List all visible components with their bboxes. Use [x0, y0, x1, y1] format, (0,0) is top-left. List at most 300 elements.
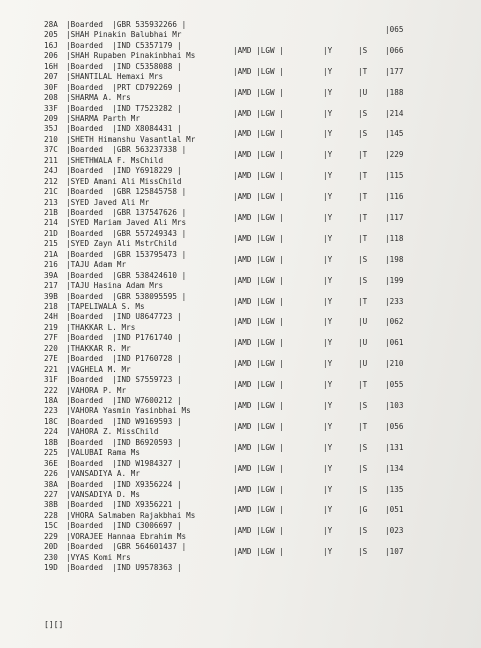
origin-airport: |AMD |LGW |	[233, 213, 284, 223]
boarding-status: Boarded	[70, 270, 113, 280]
cabin-flag: |Y	[323, 66, 333, 76]
origin-airport: |AMD |LGW |	[233, 401, 284, 411]
table-row	[44, 62, 444, 83]
boarding-status: Boarded	[70, 437, 113, 447]
origin-airport: |AMD |LGW |	[233, 192, 284, 202]
booking-class: |T	[358, 296, 368, 306]
passenger-name: SHARMA Parth Mr	[70, 114, 140, 123]
name-line: 222 |VAHORA P. Mr	[44, 385, 127, 395]
sequence-number: |210	[385, 359, 404, 369]
name-line: 216 |TAJU Adam Mr	[44, 260, 127, 270]
booking-class: |U	[358, 359, 368, 369]
seat-number: 15C	[44, 521, 58, 531]
seat-number: 31F	[44, 375, 58, 385]
table-row	[44, 563, 444, 584]
seat-line: 39A |Boarded |GBR 538424610 |	[44, 270, 187, 280]
origin-airport: |AMD |LGW |	[233, 129, 284, 139]
passenger-name: VALUBAI Rama Ms	[70, 448, 140, 458]
table-row	[44, 375, 444, 396]
name-line: 212 |SYED Amani Ali MissChild	[44, 176, 182, 186]
name-line: 228 |VHORA Salmaben Rajakbhai Ms	[44, 510, 196, 520]
travel-document: IND T7523282 |	[116, 103, 182, 113]
table-row	[44, 208, 444, 229]
seat-number: 38B	[44, 500, 58, 510]
table-row	[44, 396, 444, 417]
passenger-index: 214	[44, 218, 58, 228]
passenger-name: VANSADIYA D. Ms	[70, 490, 140, 500]
origin-airport: |AMD |LGW |	[233, 421, 284, 431]
travel-document: IND U8647723 |	[116, 312, 182, 322]
booking-class: |T	[358, 66, 368, 76]
cabin-flag: |Y	[323, 171, 333, 181]
seat-number: 36E	[44, 458, 58, 468]
booking-class: |S	[358, 108, 368, 118]
name-line: 221 |VAGHELA M. Mr	[44, 364, 131, 374]
seat-line: 21D |Boarded |GBR 557249343 |	[44, 228, 187, 238]
seat-line: 20D |Boarded |GBR 564601437 |	[44, 542, 187, 552]
cabin-flag: |Y	[323, 275, 333, 285]
origin-airport: |AMD |LGW |	[233, 108, 284, 118]
booking-class: |S	[358, 547, 368, 557]
boarding-status: Boarded	[70, 458, 113, 468]
travel-document: IND C5358088 |	[116, 61, 182, 71]
passenger-name: SYED Mariam Javed Ali Mrs	[70, 218, 187, 228]
seat-line: 21C |Boarded |GBR 125845758 |	[44, 187, 187, 197]
origin-airport: |AMD |LGW |	[233, 171, 284, 181]
seat-number: 16J	[44, 40, 58, 50]
passenger-name: VYAS Komi Mrs	[70, 552, 131, 562]
booking-class: |S	[358, 401, 368, 411]
boarding-status: Boarded	[70, 40, 113, 50]
origin-airport: |AMD |LGW |	[233, 484, 284, 494]
passenger-index: 207	[44, 72, 58, 82]
passenger-index: 206	[44, 51, 58, 61]
table-row	[44, 166, 444, 187]
passenger-index: 225	[44, 448, 58, 458]
name-line: 218 |TAPELIWALA S. Ms	[44, 302, 145, 312]
sequence-number: |134	[385, 463, 404, 473]
passenger-index: 223	[44, 406, 58, 416]
sequence-number: |023	[385, 526, 404, 536]
sequence-number: |118	[385, 233, 404, 243]
seat-line: 27E |Boarded |IND P1760728 |	[44, 354, 182, 364]
cabin-flag: |Y	[323, 296, 333, 306]
boarding-status: Boarded	[70, 166, 113, 176]
passenger-index: 211	[44, 155, 58, 165]
seat-number: 18C	[44, 416, 58, 426]
seat-number: 21A	[44, 249, 58, 259]
cabin-flag: |Y	[323, 45, 333, 55]
seat-line: 21A |Boarded |GBR 153795473 |	[44, 249, 187, 259]
table-row	[44, 438, 444, 459]
seat-line: 33F |Boarded |IND T7523282 |	[44, 103, 182, 113]
sequence-number: |115	[385, 171, 404, 181]
travel-document: GBR 153795473 |	[116, 249, 187, 259]
passenger-index: 208	[44, 93, 58, 103]
travel-document: IND X8084431 |	[116, 124, 182, 134]
cabin-flag: |Y	[323, 484, 333, 494]
passenger-name: VAHORA Yasmin Yasinbhai Ms	[70, 406, 191, 416]
passenger-name: SHAH Pinakin Balubhai Mr	[70, 30, 182, 40]
travel-document: GBR 563237338 |	[116, 145, 187, 155]
table-row	[44, 521, 444, 542]
table-row	[44, 187, 444, 208]
seat-number: 21B	[44, 208, 58, 218]
boarding-status: Boarded	[70, 20, 113, 29]
boarding-status: Boarded	[70, 375, 113, 385]
booking-class: |S	[358, 526, 368, 536]
travel-document: IND C3006697 |	[116, 521, 182, 531]
origin-airport: |AMD |LGW |	[233, 296, 284, 306]
cabin-flag: |Y	[323, 421, 333, 431]
cabin-flag: |Y	[323, 442, 333, 452]
cabin-flag: |Y	[323, 108, 333, 118]
passenger-index: 226	[44, 469, 58, 479]
cabin-flag: |Y	[323, 233, 333, 243]
table-row	[44, 250, 444, 271]
sequence-number: |107	[385, 547, 404, 557]
seat-number: 27E	[44, 354, 58, 364]
cabin-flag: |Y	[323, 87, 333, 97]
passenger-name: VAHORA P. Mr	[70, 385, 127, 395]
table-row	[44, 292, 444, 313]
seat-number: 18A	[44, 396, 58, 406]
passenger-index: 221	[44, 364, 58, 374]
table-row	[44, 124, 444, 145]
name-line: 206 |SHAH Rupaben Pinakinbhai Ms	[44, 51, 196, 61]
sequence-number: |135	[385, 484, 404, 494]
passenger-name: VHORA Salmaben Rajakbhai Ms	[70, 510, 196, 520]
boarding-status: Boarded	[70, 187, 113, 197]
name-line: 213 |SYED Javed Ali Mr	[44, 197, 150, 207]
boarding-status: Boarded	[70, 333, 113, 343]
travel-document: IND S7559723 |	[116, 375, 182, 385]
name-line: 223 |VAHORA Yasmin Yasinbhai Ms	[44, 406, 191, 416]
seat-number: 39A	[44, 270, 58, 280]
name-line: 225 |VALUBAI Rama Ms	[44, 448, 140, 458]
seat-number: 38A	[44, 479, 58, 489]
travel-document: IND W1984327 |	[116, 458, 182, 468]
table-row	[44, 333, 444, 354]
sequence-number: |188	[385, 87, 404, 97]
table-row	[44, 459, 444, 480]
seat-line: 38A |Boarded |IND X9356224 |	[44, 479, 182, 489]
sequence-number: |062	[385, 317, 404, 327]
travel-document: IND X9356221 |	[116, 500, 182, 510]
name-line: 230 |VYAS Komi Mrs	[44, 552, 131, 562]
passenger-name: SHETH Himanshu Vasantlal Mr	[70, 134, 196, 144]
passenger-index: 219	[44, 322, 58, 332]
passenger-index: 228	[44, 510, 58, 520]
booking-class: |U	[358, 338, 368, 348]
passenger-index: 229	[44, 531, 58, 541]
sequence-number: |051	[385, 505, 404, 515]
origin-airport: |AMD |LGW |	[233, 87, 284, 97]
table-row	[44, 417, 444, 438]
boarding-status: Boarded	[70, 61, 113, 71]
sequence-number: |116	[385, 192, 404, 202]
boarding-status: Boarded	[70, 208, 113, 218]
origin-airport: |AMD |LGW |	[233, 45, 284, 55]
booking-class: |S	[358, 254, 368, 264]
sequence-number: |199	[385, 275, 404, 285]
cabin-flag: |Y	[323, 192, 333, 202]
seat-number: 18B	[44, 437, 58, 447]
seat-line: 18B |Boarded |IND B6920593 |	[44, 437, 182, 447]
seat-line: 36E |Boarded |IND W1984327 |	[44, 458, 182, 468]
passenger-name: SHAH Rupaben Pinakinbhai Ms	[70, 51, 196, 61]
seat-line: 31F |Boarded |IND S7559723 |	[44, 375, 182, 385]
table-row	[44, 500, 444, 521]
passenger-index: 210	[44, 134, 58, 144]
travel-document: IND W7600212 |	[116, 396, 182, 406]
origin-airport: |AMD |LGW |	[233, 338, 284, 348]
boarding-status: Boarded	[70, 145, 113, 155]
sequence-number: |131	[385, 442, 404, 452]
seat-number: 35J	[44, 124, 58, 134]
booking-class: |S	[358, 275, 368, 285]
passenger-index: 222	[44, 385, 58, 395]
sequence-number: |061	[385, 338, 404, 348]
seat-number: 28A	[44, 20, 58, 29]
seat-number: 20D	[44, 542, 58, 552]
seat-line: 30F |Boarded |PRT CD792269 |	[44, 82, 182, 92]
travel-document: GBR 557249343 |	[116, 228, 187, 238]
booking-class: |G	[358, 505, 368, 515]
sequence-number: |055	[385, 380, 404, 390]
passenger-name: VAGHELA M. Mr	[70, 364, 131, 374]
travel-document: PRT CD792269 |	[116, 82, 182, 92]
passenger-name: VANSADIYA A. Mr	[70, 469, 140, 479]
origin-airport: |AMD |LGW |	[233, 359, 284, 369]
origin-airport: |AMD |LGW |	[233, 505, 284, 515]
boarding-status: Boarded	[70, 103, 113, 113]
seat-number: 24H	[44, 312, 58, 322]
boarding-status: Boarded	[70, 521, 113, 531]
passenger-name: TAJU Hasina Adam Mrs	[70, 281, 164, 291]
booking-class: |T	[358, 213, 368, 223]
seat-number: 27F	[44, 333, 58, 343]
table-row	[44, 229, 444, 250]
origin-airport: |AMD |LGW |	[233, 317, 284, 327]
name-line: 215 |SYED Zayn Ali MstrChild	[44, 239, 177, 249]
seat-line: 15C |Boarded |IND C3006697 |	[44, 521, 182, 531]
passenger-name: SYED Zayn Ali MstrChild	[70, 239, 177, 249]
seat-line: 24J |Boarded |IND Y6918229 |	[44, 166, 182, 176]
passenger-name: SHARMA A. Mrs	[70, 93, 131, 103]
travel-document: GBR 137547626 |	[116, 208, 187, 218]
boarding-status: Boarded	[70, 228, 113, 238]
sequence-number: |145	[385, 129, 404, 139]
table-row	[44, 20, 444, 41]
sequence-number: |065	[385, 25, 404, 34]
passenger-index: 220	[44, 343, 58, 353]
passenger-index: 230	[44, 552, 58, 562]
seat-line: 21B |Boarded |GBR 137547626 |	[44, 208, 187, 218]
travel-document: GBR 125845758 |	[116, 187, 187, 197]
booking-class: |T	[358, 233, 368, 243]
passenger-name: VORAJEE Hannaa Ebrahim Ms	[70, 531, 187, 541]
seat-line: 18A |Boarded |IND W7600212 |	[44, 396, 182, 406]
cabin-flag: |Y	[323, 547, 333, 557]
passenger-index: 215	[44, 239, 58, 249]
name-line: 226 |VANSADIYA A. Mr	[44, 469, 140, 479]
travel-document: IND C5357179 |	[116, 40, 182, 50]
name-line: 227 |VANSADIYA D. Ms	[44, 490, 140, 500]
table-row	[44, 83, 444, 104]
travel-document: IND P1760728 |	[116, 354, 182, 364]
seat-line: 18C |Boarded |IND W9169593 |	[44, 416, 182, 426]
cabin-flag: |Y	[323, 150, 333, 160]
passenger-name: SHANTILAL Hemaxi Mrs	[70, 72, 164, 82]
booking-class: |T	[358, 192, 368, 202]
travel-document: IND X9356224 |	[116, 479, 182, 489]
origin-airport: |AMD |LGW |	[233, 233, 284, 243]
travel-document: GBR 538424610 |	[116, 270, 187, 280]
cabin-flag: |Y	[323, 254, 333, 264]
cabin-flag: |Y	[323, 359, 333, 369]
name-line: 210 |SHETH Himanshu Vasantlal Mr	[44, 134, 196, 144]
travel-document: GBR 564601437 |	[116, 542, 187, 552]
passenger-index: 205	[44, 30, 58, 40]
sequence-number: |117	[385, 213, 404, 223]
seat-line: 39B |Boarded |GBR 538095595 |	[44, 291, 187, 301]
passenger-manifest	[44, 20, 444, 584]
passenger-name: THAKKAR R. Mr	[70, 343, 131, 353]
passenger-index: 227	[44, 490, 58, 500]
passenger-index: 209	[44, 114, 58, 123]
booking-class: |S	[358, 129, 368, 139]
sequence-number: |214	[385, 108, 404, 118]
name-line: 217 |TAJU Hasina Adam Mrs	[44, 281, 164, 291]
name-line: 209 |SHARMA Parth Mr	[44, 114, 140, 123]
seat-line: 27F |Boarded |IND P1761740 |	[44, 333, 182, 343]
boarding-status: Boarded	[70, 312, 113, 322]
boarding-status: Boarded	[70, 416, 113, 426]
passenger-index: 212	[44, 176, 58, 186]
passenger-name: THAKKAR L. Mrs	[70, 322, 136, 332]
seat-line: 28A |Boarded |GBR 535932266 |	[44, 20, 187, 29]
seat-line: 19D |Boarded |IND U9578363 |	[44, 563, 182, 573]
boarding-status: Boarded	[70, 500, 113, 510]
sequence-number: |177	[385, 66, 404, 76]
name-line: 219 |THAKKAR L. Mrs	[44, 322, 136, 332]
seat-number: 33F	[44, 103, 58, 113]
passenger-index: 213	[44, 197, 58, 207]
seat-line: 37C |Boarded |GBR 563237338 |	[44, 145, 187, 155]
origin-airport: |AMD |LGW |	[233, 150, 284, 160]
travel-document: GBR 538095595 |	[116, 291, 187, 301]
seat-number: 21D	[44, 228, 58, 238]
travel-document: GBR 535932266 |	[116, 20, 187, 29]
booking-class: |U	[358, 87, 368, 97]
table-row	[44, 480, 444, 501]
boarding-status: Boarded	[70, 124, 113, 134]
seat-number: 24J	[44, 166, 58, 176]
name-line: 214 |SYED Mariam Javed Ali Mrs	[44, 218, 187, 228]
origin-airport: |AMD |LGW |	[233, 463, 284, 473]
sequence-number: |056	[385, 421, 404, 431]
booking-class: |U	[358, 317, 368, 327]
name-line: 224 |VAHORA Z. MissChild	[44, 427, 159, 437]
table-row	[44, 145, 444, 166]
origin-airport: |AMD |LGW |	[233, 442, 284, 452]
passenger-name: SHETHWALA F. MsChild	[70, 155, 164, 165]
sequence-number: |103	[385, 401, 404, 411]
seat-number: 19D	[44, 563, 58, 573]
booking-class: |T	[358, 150, 368, 160]
origin-airport: |AMD |LGW |	[233, 254, 284, 264]
sequence-number: |198	[385, 254, 404, 264]
passenger-name: SYED Javed Ali Mr	[70, 197, 150, 207]
name-line: 211 |SHETHWALA F. MsChild	[44, 155, 164, 165]
passenger-index: 218	[44, 302, 58, 312]
seat-line: 24H |Boarded |IND U8647723 |	[44, 312, 182, 322]
name-line: 220 |THAKKAR R. Mr	[44, 343, 131, 353]
seat-line: 16H |Boarded |IND C5358088 |	[44, 61, 182, 71]
travel-document: IND W9169593 |	[116, 416, 182, 426]
travel-document: IND Y6918229 |	[116, 166, 182, 176]
travel-document: IND P1761740 |	[116, 333, 182, 343]
boarding-status: Boarded	[70, 479, 113, 489]
cabin-flag: |Y	[323, 213, 333, 223]
sequence-number: |233	[385, 296, 404, 306]
origin-airport: |AMD |LGW |	[233, 275, 284, 285]
table-row	[44, 41, 444, 62]
booking-class: |T	[358, 421, 368, 431]
name-line: 208 |SHARMA A. Mrs	[44, 93, 131, 103]
seat-line: 38B |Boarded |IND X9356221 |	[44, 500, 182, 510]
origin-airport: |AMD |LGW |	[233, 66, 284, 76]
travel-document: IND U9578363 |	[116, 563, 182, 573]
seat-line: 35J |Boarded |IND X8084431 |	[44, 124, 182, 134]
booking-class: |S	[358, 463, 368, 473]
boarding-status: Boarded	[70, 563, 113, 573]
boarding-status: Boarded	[70, 354, 113, 364]
passenger-index: 217	[44, 281, 58, 291]
cabin-flag: |Y	[323, 401, 333, 411]
name-line: 229 |VORAJEE Hannaa Ebrahim Ms	[44, 531, 187, 541]
passenger-index: 224	[44, 427, 58, 437]
sequence-number: |066	[385, 45, 404, 55]
booking-class: |S	[358, 484, 368, 494]
origin-airport: |AMD |LGW |	[233, 547, 284, 557]
cabin-flag: |Y	[323, 338, 333, 348]
travel-document: IND B6920593 |	[116, 437, 182, 447]
passenger-index: 216	[44, 260, 58, 270]
table-row	[44, 271, 444, 292]
table-row	[44, 354, 444, 375]
origin-airport: |AMD |LGW |	[233, 380, 284, 390]
passenger-name: TAJU Adam Mr	[70, 260, 127, 270]
cabin-flag: |Y	[323, 129, 333, 139]
cabin-flag: |Y	[323, 463, 333, 473]
table-row	[44, 542, 444, 563]
origin-airport: |AMD |LGW |	[233, 526, 284, 536]
boarding-status: Boarded	[70, 542, 113, 552]
cabin-flag: |Y	[323, 505, 333, 515]
boarding-status: Boarded	[70, 291, 113, 301]
booking-class: |T	[358, 380, 368, 390]
seat-number: 21C	[44, 187, 58, 197]
sequence-number: |229	[385, 150, 404, 160]
seat-number: 37C	[44, 145, 58, 155]
seat-number: 39B	[44, 291, 58, 301]
boarding-status: Boarded	[70, 396, 113, 406]
passenger-name: SYED Amani Ali MissChild	[70, 176, 182, 186]
seat-line: 16J |Boarded |IND C5357179 |	[44, 40, 182, 50]
cabin-flag: |Y	[323, 380, 333, 390]
